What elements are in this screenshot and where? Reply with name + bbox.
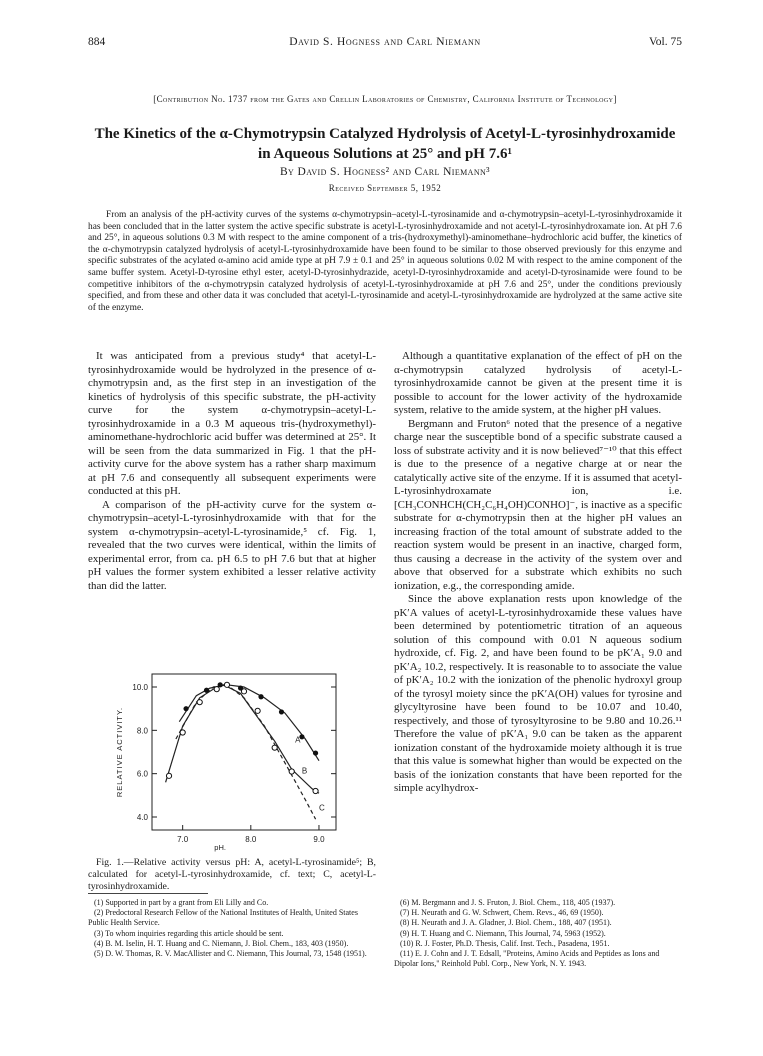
y-tick-label: 10.0 [132,683,148,692]
left-paragraph: It was anticipated from a previous study⁴ that acetyl-L-tyrosinhydroxamide would be hydrolyzed in the presence of α-chymotrypsin and, as the first step in an investigation of the kinetics of hydrolysis of this specific substrate, the pH-activity curve for the system α-chymotrypsin–acetyl-L-tyrosinhydroxamide in a 0.3 M aqueous tris-(hydroxymethyl)-aminomethane-hydrochloric acid buffer was determined at 25°. It will be seen from the data summarized in Fig. 1 that the pH-activity curve for the above system has a rather sharp maximum at pH 7.6 and consequently all subsequent experiments were conducted at this pH. [88,350,376,497]
y-axis-label: RELATIVE ACTIVITY. [115,706,124,798]
y-tick-label: 8.0 [136,726,148,736]
x-tick-label: 7.0 [177,835,189,844]
data-point-open [289,769,294,774]
x-tick-label: 9.0 [313,835,325,844]
x-tick-label: 8.0 [245,835,257,844]
footnote: (9) H. T. Huang and C. Niemann, This Journal, 74, 5963 (1952). [400,928,606,938]
running-header [88,36,682,52]
data-point-open [241,689,246,694]
right-paragraph: Since the above explanation rests upon knowledge of the pK′A values of acetyl-L-tyrosinhydroxamide these values have been determined by potentiometric titration of an aqueous solution of this compound with 0.01 N aqueous sodium hydroxide, cf. Fig. 2, and have been found to be pK′A₁ 9.0 and pK′A₂ 10.2, respectively. It is reasonable to to associate the value of pK′A₂ 10.2 with the ionization of the phenolic hydroxyl group of the tyrosyl moiety since the pK′A(OH) values for tyrosine and glycyltyrosine have been found to be 10.07 and 10.40, respectively, and those of tyrosyltyrosine to be 9.80 and 10.26.¹¹ Therefore the value of pK′A₁ 9.0 can be taken as the apparent ionization constant of the hydroxamide moiety although it is true that this value is somewhat higher than would be expected on the basis of the ionization constants that have been reported for the simple acylhydrox- [394,593,682,794]
byline: By David S. Hogness² and Carl Niemann³ [279,166,491,178]
data-point-filled [279,709,284,714]
footnote: (1) Supported in part by a grant from Eli Lilly and Co. [94,898,269,907]
data-point-open [224,682,229,687]
data-point-open [180,730,185,735]
footnote: (5) D. W. Thomas, R. V. MacAllister and C. Niemann, This Journal, 73, 1548 (1951). [94,949,367,959]
series-line-b [176,685,316,819]
contribution-note: [Contribution No. 1737 from the Gates and Crellin Laboratories of Chemistry, California Institute of Technology] [153,94,617,104]
footnote: (3) To whom inquiries regarding this article should be sent. [94,928,284,938]
data-point-open [272,745,277,750]
footnote-rule [88,893,208,894]
figure-caption: Fig. 1.—Relative activity versus pH: A, acetyl-L-tyrosinamide⁵; B, calculated for acetyl-L-tyrosinhydroxamide, cf. text; C, acetyl-L-tyrosinhydroxamide. [88,857,376,892]
data-point-filled [183,706,188,711]
right-paragraph: Although a quantitative explanation of the effect of pH on the α-chymotrypsin catalyzed hydrolysis of acetyl-L-tyrosinhydroxamide cannot be given at the present time it is possible to account for the lower activity of the hydroxamide system, relative to the amide system, at the higher pH values. [394,350,682,416]
page-number: 884 [88,36,106,48]
x-axis-label: pH. [214,843,226,852]
data-point-open [255,708,260,713]
footnotes-left [88,898,376,959]
volume-label: Vol. 75 [648,36,682,48]
figure-1 [88,660,376,852]
data-point-filled [204,688,209,693]
data-point-filled [258,694,263,699]
data-point-open [166,773,171,778]
data-point-filled [313,750,318,755]
curve-label: A [295,735,301,745]
footnote: (6) M. Bergmann and J. S. Fruton, J. Biol. Chem., 118, 405 (1937). [400,898,616,907]
footnote: (2) Predoctoral Research Fellow of the National Institutes of Health, United States Public Health Service. [88,908,358,928]
footnote: (7) H. Neurath and G. W. Schwert, Chem. Revs., 46, 69 (1950). [400,908,604,918]
footnote: (11) E. J. Cohn and J. T. Edsall, "Proteins, Amino Acids and Peptides as Ions and Dipolar Ions," Reinhold Publ. Corp., New York, N. Y. 1943. [394,949,660,969]
ph-activity-chart [88,660,376,852]
left-paragraph: A comparison of the pH-activity curve for the system α-chymotrypsin–acetyl-L-tyrosinhydroxamide with that for the system α-chymotrypsin–acetyl-L-tyrosinamide,⁵ cf. Fig. 1, revealed that the two curves were identical, within the limits of experimental error, from ca. pH 6.5 to pH 7.6 but that at higher pH values the former system exhibited a lesser relative activity than did the latter. [88,498,376,592]
data-point-open [313,788,318,793]
abstract: From an analysis of the pH-activity curves of the systems α-chymotrypsin–acetyl-L-tyrosinamide and α-chymotrypsin–acetyl-L-tyrosinhydroxamide it has been concluded that in the latter system the active specific substrate is acetyl-L-tyrosinhydroxamide and not acetyl-L-tyrosinhydroxamate ion. At pH 7.6 and 25°, in aqueous solutions 0.3 M with respect to the amine component of a tris-(hydroxymethyl)-aminomethane–hydrochloric acid buffer, the kinetics of the α-chymotrypsin catalyzed hydrolysis of acetyl-L-tyrosinhydroxamide have been found to be similar to those observed previously for this enzyme and specific substrates of the acylated α-amino acid amide type at pH 7.9 ± 0.1 and 25° in aqueous solutions 0.02 M with respect to the amine component of the same buffer system. Acetyl-D-tyrosine ethyl ester, acetyl-D-tyrosinhydrazide, acetyl-D-tyrosinhydroxamide and acetyl-D-tyrosinamide were found to be competitive inhibitors of the α-chymotrypsin catalyzed hydrolysis of acetyl-L-tyrosinhydroxamide at pH 7.6 and 25°, under the conditions previously specified, and from these and other data it was concluded that acetyl-L-tyrosinamide and acetyl-L-tyrosinhydroxamide are hydrolyzed at the same active site of the enzyme. [88,210,682,313]
article-title: The Kinetics of the α-Chymotrypsin Catalyzed Hydrolysis of Acetyl-L-tyrosinhydroxamide in Aqueous Solutions at 25° and pH 7.6¹ [94,126,676,162]
right-paragraph: Bergmann and Fruton⁶ noted that the presence of a negative charge near the susceptible bond of a specific substrate caused a loss of substrate activity and it is now believed⁷⁻¹⁰ that this effect is due to the presence of a negative charge at or near the catalytically active site of the enzyme. If it is assumed that acetyl-L-tyrosinhydroxamate ion, i.e. [CH₃CONHCH(CH₂C₆H₄OH)CONHO]⁻, is inactive as a specific substrate for α-chymotrypsin then at the higher pH values an increasing fraction of the total amount of substrate added to the reaction system would be present in an inactive, charged form, thus causing a decrease in the activity of the system over and above that observed for a substrate which exhibits no such ionization, e.g., the corresponding amide. [394,417,682,592]
data-point-open [197,700,202,705]
footnote: (10) R. J. Foster, Ph.D. Thesis, Calif. Inst. Tech., Pasadena, 1951. [400,938,610,948]
footnote: (8) H. Neurath and J. A. Gladner, J. Biol. Chem., 188, 407 (1951). [400,918,612,928]
data-point-open [214,687,219,692]
curve-label: C [318,803,325,813]
footnote: (4) B. M. Iselin, H. T. Huang and C. Niemann, J. Biol. Chem., 183, 403 (1950). [94,938,349,948]
series-line-a [179,685,319,761]
running-authors: David S. Hogness and Carl Niemann [289,36,481,48]
left-column [88,350,376,593]
y-tick-label: 4.0 [136,813,148,822]
curve-label: B [301,766,308,776]
footnotes-right [394,898,682,969]
right-column [394,350,682,796]
y-tick-label: 6.0 [136,769,148,779]
received-date: Received September 5, 1952 [328,183,442,193]
